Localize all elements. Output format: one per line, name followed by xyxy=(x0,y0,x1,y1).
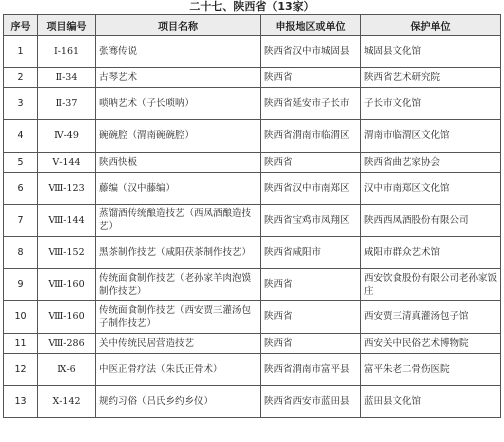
row-unit: 渭南市临渭区文化馆 xyxy=(361,120,501,152)
row-no: 3 xyxy=(4,88,38,120)
row-code: Ⅴ-144 xyxy=(38,152,96,172)
row-name: 古琴艺术 xyxy=(96,68,261,88)
row-unit: 西安关中民俗艺术博物院 xyxy=(361,333,501,353)
row-area: 陕西省咸阳市 xyxy=(261,236,361,268)
row-code: Ⅸ-6 xyxy=(38,353,96,385)
header-area: 申报地区或单位 xyxy=(261,15,361,36)
row-code: Ⅹ-142 xyxy=(38,385,96,417)
row-name: 陕西快板 xyxy=(96,152,261,172)
table-header-row xyxy=(4,15,501,36)
table-row xyxy=(4,204,501,236)
header-code: 项目编号 xyxy=(38,15,96,36)
header-no: 序号 xyxy=(4,15,38,36)
row-no: 2 xyxy=(4,68,38,88)
row-area: 陕西省宝鸡市凤翔区 xyxy=(261,204,361,236)
row-no: 7 xyxy=(4,204,38,236)
row-code: Ⅷ-152 xyxy=(38,236,96,268)
row-code: Ⅷ-286 xyxy=(38,333,96,353)
row-name: 黑茶制作技艺（咸阳茯茶制作技艺） xyxy=(96,236,261,268)
table-title: 二十七、陕西省（13家） xyxy=(189,0,315,13)
row-name: 传统面食制作技艺（老孙家羊肉泡馍制作技艺） xyxy=(96,269,261,301)
row-area: 陕西省西安市蓝田县 xyxy=(261,385,361,417)
row-area: 陕西省 xyxy=(261,301,361,333)
row-name: 藤编（汉中藤编） xyxy=(96,172,261,204)
row-no: 5 xyxy=(4,152,38,172)
row-name: 唢呐艺术（子长唢呐） xyxy=(96,88,261,120)
table-row xyxy=(4,333,501,353)
row-area: 陕西省汉中市南郑区 xyxy=(261,172,361,204)
row-area: 陕西省渭南市富平县 xyxy=(261,353,361,385)
row-code: Ⅷ-160 xyxy=(38,269,96,301)
table-row xyxy=(4,152,501,172)
row-unit: 西安贾三清真灌汤包子馆 xyxy=(361,301,501,333)
header-unit: 保护单位 xyxy=(361,15,501,36)
row-unit: 咸阳市群众艺术馆 xyxy=(361,236,501,268)
row-code: Ⅳ-49 xyxy=(38,120,96,152)
table-row xyxy=(4,269,501,301)
table-row xyxy=(4,172,501,204)
row-no: 4 xyxy=(4,120,38,152)
row-no: 13 xyxy=(4,385,38,417)
row-unit: 陕西西凤酒股份有限公司 xyxy=(361,204,501,236)
row-no: 11 xyxy=(4,333,38,353)
row-name: 碗碗腔（渭南碗碗腔） xyxy=(96,120,261,152)
table-row xyxy=(4,120,501,152)
row-unit: 城固县文化馆 xyxy=(361,36,501,68)
row-area: 陕西省延安市子长市 xyxy=(261,88,361,120)
row-unit: 陕西省曲艺家协会 xyxy=(361,152,501,172)
heritage-project-table xyxy=(3,14,501,418)
table-row xyxy=(4,88,501,120)
row-no: 6 xyxy=(4,172,38,204)
row-unit: 子长市文化馆 xyxy=(361,88,501,120)
row-name: 规约习俗（吕氏乡约乡仪） xyxy=(96,385,261,417)
row-code: Ⅷ-123 xyxy=(38,172,96,204)
row-unit: 富平朱老二骨伤医院 xyxy=(361,353,501,385)
row-unit: 陕西省艺术研究院 xyxy=(361,68,501,88)
table-row xyxy=(4,68,501,88)
row-area: 陕西省 xyxy=(261,68,361,88)
table-row xyxy=(4,236,501,268)
table-row xyxy=(4,385,501,417)
table-row xyxy=(4,36,501,68)
header-name: 项目名称 xyxy=(96,15,261,36)
row-name: 蒸馏酒传统酿造技艺（西凤酒酿造技艺） xyxy=(96,204,261,236)
row-code: Ⅱ-34 xyxy=(38,68,96,88)
table-row xyxy=(4,353,501,385)
row-name: 张骞传说 xyxy=(96,36,261,68)
row-unit: 西安饮食股份有限公司老孙家饭庄 xyxy=(361,269,501,301)
row-code: Ⅰ-161 xyxy=(38,36,96,68)
row-area: 陕西省渭南市临渭区 xyxy=(261,120,361,152)
row-name: 关中传统民居营造技艺 xyxy=(96,333,261,353)
row-code: Ⅷ-160 xyxy=(38,301,96,333)
row-name: 传统面食制作技艺（西安贾三灌汤包子制作技艺） xyxy=(96,301,261,333)
row-no: 1 xyxy=(4,36,38,68)
row-area: 陕西省 xyxy=(261,269,361,301)
row-area: 陕西省 xyxy=(261,333,361,353)
row-code: Ⅷ-144 xyxy=(38,204,96,236)
row-unit: 汉中市南郑区文化馆 xyxy=(361,172,501,204)
row-no: 12 xyxy=(4,353,38,385)
row-unit: 蓝田县文化馆 xyxy=(361,385,501,417)
row-area: 陕西省汉中市城固县 xyxy=(261,36,361,68)
row-no: 9 xyxy=(4,269,38,301)
row-no: 8 xyxy=(4,236,38,268)
row-name: 中医正骨疗法（朱氏正骨术） xyxy=(96,353,261,385)
row-code: Ⅱ-37 xyxy=(38,88,96,120)
row-area: 陕西省 xyxy=(261,152,361,172)
row-no: 10 xyxy=(4,301,38,333)
table-row xyxy=(4,301,501,333)
